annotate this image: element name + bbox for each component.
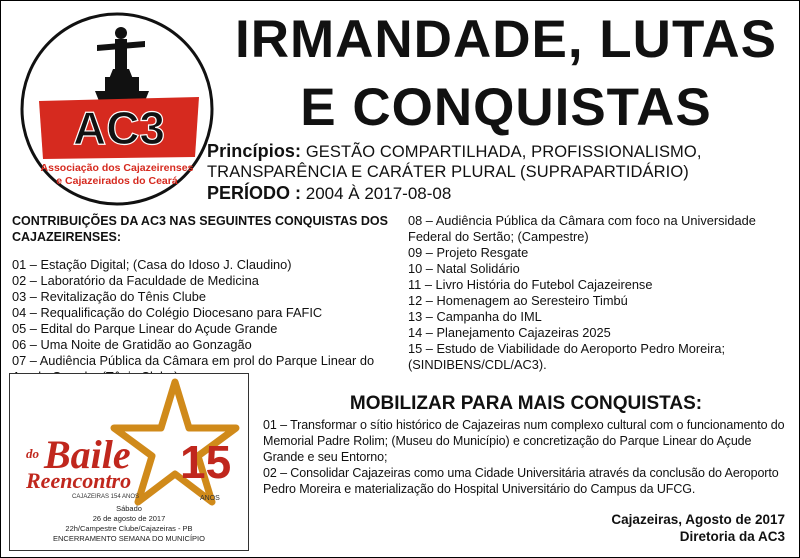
signature-city-date: Cajazeiras, Agosto de 2017 — [611, 512, 785, 527]
mobilize-list — [263, 417, 793, 497]
logo-association-line1: Associação dos Cajazeirenses — [40, 162, 194, 174]
baile-anos: ANOS — [200, 495, 220, 502]
list-item: 03 – Revitalização do Tênis Clube — [12, 289, 206, 304]
list-item: 08 – Audiência Pública da Câmara com foco na Universidade Federal do Sertão; (Campestre) — [408, 213, 756, 244]
contributions-list-right — [408, 213, 793, 373]
list-item: 12 – Homenagem ao Seresteiro Timbú — [408, 293, 628, 308]
baile-reencontro-card — [9, 373, 249, 551]
list-item: 06 – Uma Noite de Gratidão ao Gonzagão — [12, 337, 252, 352]
baile-closing: ENCERRAMENTO SEMANA DO MUNICÍPIO — [53, 534, 205, 543]
list-item: 01 – Transformar o sítio histórico de Cajazeiras num complexo cultural com o funcionamento do Memorial Padre Rolim; (Museu do Município) e concretização do Parque Linear do Açude Grande e seu Entorno; — [263, 418, 785, 464]
signature-org: Diretoria da AC3 — [679, 529, 785, 544]
ac3-logo — [17, 9, 217, 209]
page-title-line1: IRMANDADE, LUTAS — [234, 10, 778, 69]
list-item: 11 – Livro História do Futebol Cajazeirense — [408, 277, 653, 292]
signature — [611, 511, 785, 545]
logo-association-line2: e Cajazeirados do Ceará — [56, 175, 178, 187]
baile-info — [10, 504, 248, 544]
page-title-line2: E CONQUISTAS — [300, 78, 712, 137]
list-item: 02 – Consolidar Cajazeiras como uma Cidade Universitária através da conclusão do Aeroporto Pedro Moreira e materialização do Hospital Universitário do Campus da UFCG. — [263, 466, 779, 496]
principles — [207, 141, 797, 182]
baile-date: 26 de agosto de 2017 — [92, 514, 166, 523]
contributions-heading: CONTRIBUIÇÕES DA AC3 NAS SEGUINTES CONQUISTAS DOS CAJAZEIRENSES: — [12, 214, 388, 244]
baile-day: Sábado — [116, 504, 142, 513]
baile-number: 15 — [180, 436, 232, 488]
baile-do: do — [26, 446, 39, 461]
logo-abbr: AC3 — [72, 102, 166, 154]
mobilize-heading: MOBILIZAR PARA MAIS CONQUISTAS: — [349, 393, 703, 414]
principles-text: GESTÃO COMPARTILHADA, PROFISSIONALISMO, TRANSPARÊNCIA E CARÁTER PLURAL (SUPRAPARTIDÁRIO) — [207, 143, 702, 181]
list-item: 07 – Audiência Pública da Câmara em prol do Parque Linear do — [12, 353, 375, 368]
ac3-wordmark — [39, 97, 199, 159]
list-item: 10 – Natal Solidário — [408, 261, 520, 276]
list-item: 15 – Estudo de Viabilidade do Aeroporto Pedro Moreira; (SINDIBENS/CDL/AC3). — [408, 341, 726, 372]
list-item: 02 – Laboratório da Faculdade de Medicina — [12, 273, 259, 288]
list-item: 01 – Estação Digital; (Casa do Idoso J. Claudino) — [12, 257, 292, 272]
list-item: 09 – Projeto Resgate — [408, 245, 529, 260]
baile-word2: Reencontro — [26, 468, 132, 493]
baile-venue: 22h/Campestre Clube/Cajazeiras - PB — [65, 524, 193, 533]
list-item: 13 – Campanha do IML — [408, 309, 542, 324]
list-item: 05 – Edital do Parque Linear do Açude Grande — [12, 321, 278, 336]
list-item: 14 – Planejamento Cajazeiras 2025 — [408, 325, 611, 340]
baile-word1: Baile — [44, 432, 131, 477]
contributions-list-left — [12, 257, 397, 385]
list-item: 04 – Requalificação do Colégio Diocesano para FAFIC — [12, 305, 323, 320]
period — [207, 182, 797, 205]
period-text: 2004 À 2017-08-08 — [305, 184, 452, 203]
period-label: PERÍODO : — [207, 183, 302, 203]
baile-sub: CAJAZEIRAS 154 ANOS — [72, 494, 140, 500]
principles-label: Princípios: — [207, 141, 302, 161]
